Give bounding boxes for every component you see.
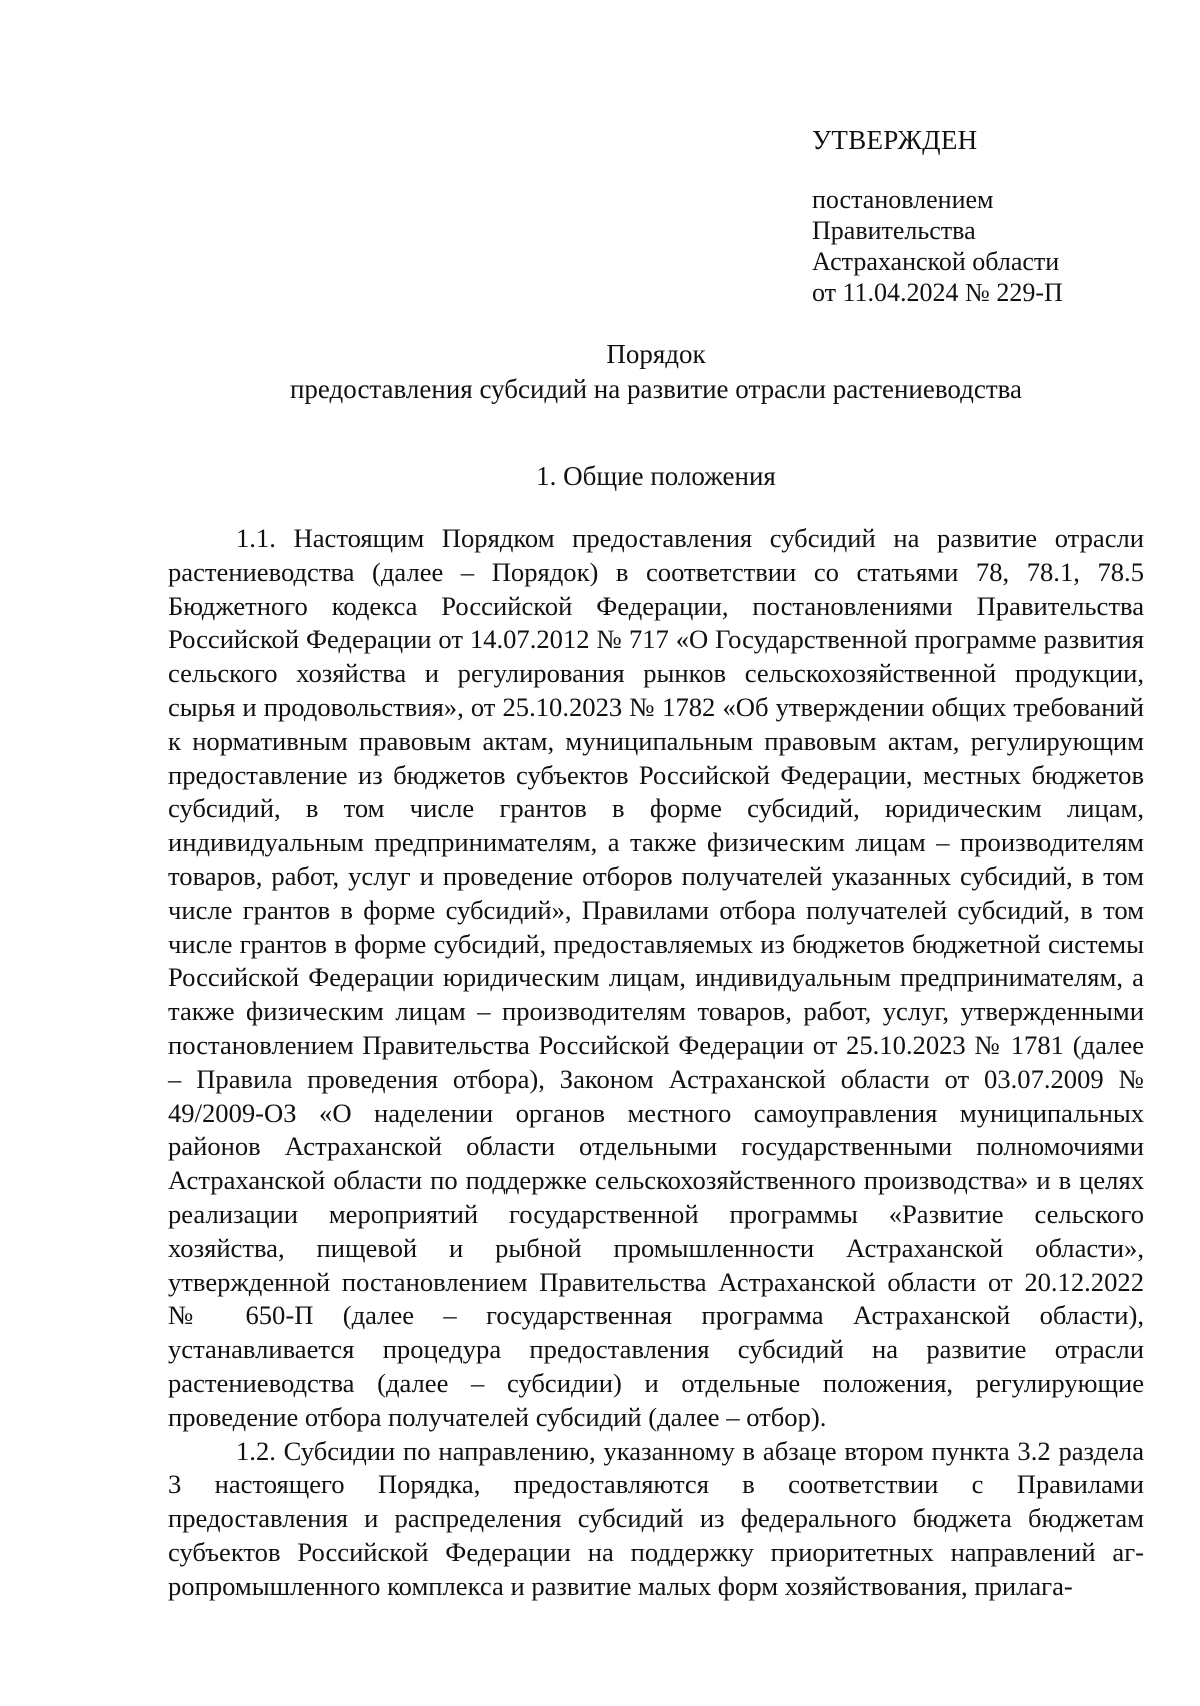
approval-line: постановлением [812,185,994,214]
approval-heading: УТВЕРЖДЕН [812,125,978,155]
approval-line: Астраханской области [812,247,1060,276]
paragraph: 1.1. Настоящим Порядком предоставления субсидий на развитие отрасли растениеводства (далее – Порядок) в соответствии со статьями 78, 78.1, 78.5 Бюджетного кодекса Российской Федерации, постановлениями Правительства Российской Федерации от 14.07.2012 № 717 «О Государственной программе развития сельского хозяйства и регулирования рынков сельскохозяйственной продукции, сырья и продовольствия», от 25.10.2023 № 1782 «Об утверждении общих требований к нормативным правовым актам, муниципальным правовым актам, регулирующим предоставление из бюджетов субъектов Российской Федерации, местных бюджетов субсидий, в том числе грантов в форме субсидий, юридическим лицам, индивидуальным предпринимателям, а также физическим лицам – производителям товаров, работ, услуг и проведение отборов получателей указанных субсидий, в том числе грантов в форме субсидий», Правилами отбора получателей субсидий, в том числе грантов в форме субсидий, предоставляемых из бюджетов бюджетной системы Российской Федерации юридическим лицам, индивидуальным предпринимателям, а также физическим лицам – производителям товаров, работ, услуг, утвержденными постановлением Правительства Российской Федерации от 25.10.2023 № 1781 (далее – Правила проведения отбора), Законом Астраханской области от 03.07.2009 № 49/2009-ОЗ «О наделении органов местного самоуправления муниципальных районов Астраханской области отдельными государственными полномочиями Астраханской области по поддержке сельскохозяйственного производства» и в целях реализации мероприятий государственной программы «Развитие сельского хозяйства, пищевой и рыбной промышленности Астраханской области», утвержденной постановлением Правительства Астраханской области от 20.12.2022 № 650-П (далее – государственная программа Астраханской области), устанавливается процедура предоставления субсидий на развитие отрасли растениеводства (далее – субсидии) и отдельные положения, регулирующие проведение отбора получателей субсидий (далее – отбор). [168,523,1144,1432]
document-body [168,522,1144,1604]
approval-stamp [812,124,1152,308]
approval-line: от 11.04.2024 № 229-П [812,278,1063,307]
document-subtitle: предоставления субсидий на развитие отрасли растениеводства [289,374,1023,404]
section-title: 1. Общие положения [536,461,776,491]
document-title: Порядок [606,339,706,369]
approval-line: Правительства [812,216,976,245]
paragraph: 1.2. Субсидии по направлению, указанному в абзаце втором пункта 3.2 раздела 3 настоящего Порядка, предоставляются в соответствии с Правилами предоставления и распределения субсидий из федерального бюджета бюджетам субъектов Российской Федерации на поддержку приоритетных направлений агропромышленного комплекса и развитие малых форм хозяйствования, прилага- [168,1435,1144,1601]
